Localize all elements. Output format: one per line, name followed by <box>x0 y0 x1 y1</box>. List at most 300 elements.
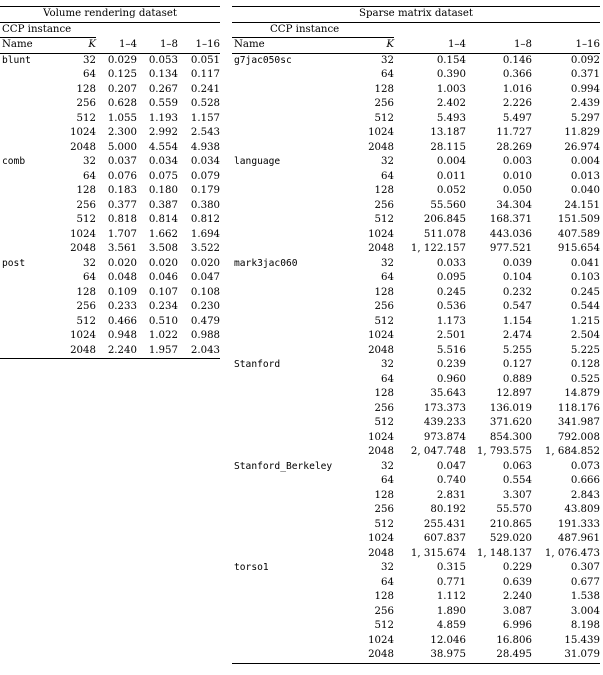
sparse-table-row <box>232 112 600 127</box>
sparse-table-row <box>232 170 600 185</box>
volume-time-1-8: 3.508 <box>148 243 178 254</box>
volume-k-value: 2048 <box>70 344 96 356</box>
volume-time-1-4: 0.183 <box>107 185 137 196</box>
sparse-time-1-4: 255.431 <box>423 518 466 530</box>
volume-time-1-4: 2.240 <box>107 344 137 356</box>
sparse-time-1-16: 1.215 <box>570 315 601 327</box>
volume-instance-name-empty <box>0 83 60 98</box>
volume-table-row <box>0 97 220 112</box>
sparse-instance-name-empty <box>232 634 352 649</box>
volume-instance-name-empty <box>0 344 60 359</box>
volume-bottom-rule <box>0 358 220 359</box>
sparse-k-value: 128 <box>374 489 394 501</box>
volume-rendering-table <box>0 6 220 358</box>
sparse-time-1-4: 1.890 <box>436 605 466 617</box>
volume-k-value: 256 <box>76 199 96 211</box>
volume-k-value: 512 <box>76 112 96 124</box>
sparse-time-1-4: 5.493 <box>436 112 466 124</box>
sparse-time-1-8: 0.104 <box>502 272 532 283</box>
volume-time-1-4: 0.125 <box>107 69 137 80</box>
sparse-instance-name-empty <box>232 170 352 185</box>
volume-table-row <box>0 286 220 301</box>
sparse-k-value: 2048 <box>368 649 394 660</box>
sparse-instance-name-empty <box>232 387 352 402</box>
sparse-table-row <box>232 53 600 68</box>
volume-time-1-4: 0.628 <box>107 98 137 109</box>
sparse-k-value: 64 <box>381 576 394 588</box>
sparse-instance-name-empty <box>232 445 352 460</box>
sparse-time-1-8: 1.154 <box>502 315 532 327</box>
volume-table-row <box>0 53 220 68</box>
volume-time-1-16: 0.034 <box>190 156 221 167</box>
sparse-k-value: 256 <box>374 98 394 109</box>
sparse-time-1-16: 0.128 <box>570 359 601 370</box>
volume-table-row <box>0 199 220 214</box>
sparse-time-1-8: 977.521 <box>489 243 532 254</box>
volume-table-row <box>0 112 220 127</box>
volume-time-1-16: 0.479 <box>190 315 221 327</box>
sparse-time-1-16: 24.151 <box>564 199 601 211</box>
volume-ccp-row <box>0 22 220 38</box>
sparse-k-value: 128 <box>374 388 394 399</box>
sparse-time-1-4: 0.390 <box>436 69 466 80</box>
volume-instance-name-empty <box>0 271 60 286</box>
sparse-table-row <box>232 532 600 547</box>
sparse-time-1-16: 0.004 <box>570 156 601 167</box>
sparse-table-row <box>232 329 600 344</box>
volume-k-value: 1024 <box>70 330 96 341</box>
sparse-time-1-8: 3.087 <box>502 605 532 617</box>
volume-header-1-16: 1–16 <box>178 38 220 54</box>
volume-time-1-8: 0.267 <box>148 83 178 95</box>
sparse-k-value: 64 <box>381 475 394 486</box>
sparse-k-value: 1024 <box>368 330 394 341</box>
sparse-time-1-16: 2.843 <box>570 489 601 501</box>
sparse-k-value: 512 <box>374 214 394 225</box>
sparse-instance-name: Stanford <box>234 359 281 370</box>
sparse-table-row <box>232 648 600 663</box>
sparse-time-1-16: 5.225 <box>570 344 601 356</box>
volume-table-row <box>0 344 220 359</box>
volume-time-1-4: 0.048 <box>107 272 137 283</box>
sparse-time-1-8: 2.240 <box>502 591 532 602</box>
volume-time-1-8: 1.022 <box>148 330 178 341</box>
volume-k-value: 1024 <box>70 127 96 138</box>
sparse-time-1-16: 0.666 <box>570 475 601 486</box>
volume-time-1-16: 0.051 <box>190 54 221 66</box>
sparse-time-1-8: 12.897 <box>496 388 532 399</box>
volume-time-1-8: 0.053 <box>148 54 178 66</box>
volume-time-1-4: 3.561 <box>107 243 137 254</box>
sparse-time-1-4: 80.192 <box>430 504 466 515</box>
volume-time-1-8: 0.814 <box>148 214 178 225</box>
volume-time-1-8: 0.134 <box>148 69 178 80</box>
sparse-table-row <box>232 634 600 649</box>
sparse-time-1-16: 5.297 <box>570 112 601 124</box>
volume-k-value: 128 <box>76 286 96 298</box>
sparse-instance-name-empty <box>232 141 352 156</box>
volume-time-1-16: 0.117 <box>190 69 221 80</box>
sparse-time-1-16: 8.198 <box>570 620 601 631</box>
sparse-time-1-4: 38.975 <box>430 649 466 660</box>
sparse-instance-name: g7jac050sc <box>234 54 292 66</box>
sparse-table-row <box>232 315 600 330</box>
volume-time-1-4: 0.207 <box>107 83 137 95</box>
sparse-time-1-16: 0.073 <box>570 460 601 472</box>
sparse-time-1-16: 0.307 <box>570 562 601 573</box>
sparse-instance-name-empty <box>232 83 352 98</box>
volume-time-1-16: 4.938 <box>190 141 221 153</box>
sparse-table-row <box>232 387 600 402</box>
volume-k-value: 64 <box>83 170 96 182</box>
volume-k-value: 2048 <box>70 141 96 153</box>
sparse-time-1-16: 43.809 <box>564 504 601 515</box>
sparse-header-row <box>232 38 600 54</box>
sparse-k-value: 32 <box>381 460 394 472</box>
volume-header-k: K <box>60 38 96 54</box>
sparse-time-1-4: 0.315 <box>436 562 466 573</box>
volume-time-1-4: 5.000 <box>107 141 137 153</box>
sparse-instance-name-empty <box>232 242 352 257</box>
sparse-instance-name-empty <box>232 184 352 199</box>
volume-time-1-8: 0.510 <box>148 315 178 327</box>
volume-instance-name-empty <box>0 68 60 83</box>
volume-table-row <box>0 271 220 286</box>
sparse-instance-name-empty <box>232 648 352 663</box>
sparse-time-1-8: 854.300 <box>489 431 532 443</box>
volume-time-1-16: 0.020 <box>190 257 221 269</box>
volume-header-1-8: 1–8 <box>137 38 178 54</box>
volume-instance-name-empty <box>0 199 60 214</box>
sparse-time-1-16: 0.041 <box>570 257 601 269</box>
sparse-instance-name-empty <box>232 416 352 431</box>
sparse-table-row <box>232 373 600 388</box>
sparse-time-1-8: 0.063 <box>502 460 532 472</box>
sparse-time-1-8: 371.620 <box>489 417 532 428</box>
sparse-table-row <box>232 257 600 272</box>
sparse-time-1-16: 151.509 <box>557 214 601 225</box>
sparse-table-row <box>232 300 600 315</box>
volume-header-name: Name <box>0 38 60 54</box>
sparse-k-value: 256 <box>374 605 394 617</box>
sparse-time-1-8: 1, 148.137 <box>476 547 532 559</box>
volume-table-row <box>0 315 220 330</box>
sparse-k-value: 512 <box>374 315 394 327</box>
sparse-dataset-title: Sparse matrix dataset <box>232 7 600 23</box>
sparse-time-1-8: 34.304 <box>496 199 532 211</box>
sparse-k-value: 2048 <box>368 141 394 153</box>
sparse-table-row <box>232 605 600 620</box>
volume-time-1-8: 1.193 <box>148 112 178 124</box>
volume-time-1-16: 1.694 <box>190 228 221 240</box>
sparse-time-1-16: 0.092 <box>570 54 601 66</box>
volume-time-1-8: 0.234 <box>148 301 178 312</box>
sparse-table-row <box>232 590 600 605</box>
sparse-k-value: 2048 <box>368 243 394 254</box>
volume-time-1-4: 0.029 <box>107 54 137 66</box>
volume-time-1-16: 0.047 <box>190 272 221 283</box>
sparse-time-1-4: 0.960 <box>436 373 466 385</box>
sparse-header-1-4: 1–4 <box>394 38 466 54</box>
volume-instance-name-empty <box>0 228 60 243</box>
sparse-time-1-16: 191.333 <box>557 518 601 530</box>
sparse-table-row <box>232 242 600 257</box>
volume-time-1-16: 0.179 <box>190 185 221 196</box>
volume-instance-name-empty <box>0 300 60 315</box>
volume-instance-name-empty <box>0 141 60 156</box>
sparse-k-value: 2048 <box>368 344 394 356</box>
sparse-instance-name-empty <box>232 112 352 127</box>
volume-table-row <box>0 242 220 257</box>
volume-table-row <box>0 184 220 199</box>
sparse-time-1-4: 5.516 <box>436 344 466 356</box>
sparse-instance-name: mark3jac060 <box>234 257 298 269</box>
sparse-time-1-4: 0.536 <box>436 301 466 312</box>
sparse-k-value: 64 <box>381 170 394 182</box>
volume-k-value: 2048 <box>70 243 96 254</box>
sparse-instance-name-empty <box>232 532 352 547</box>
sparse-k-value: 128 <box>374 83 394 95</box>
sparse-table-row <box>232 518 600 533</box>
sparse-time-1-16: 1.538 <box>570 591 601 602</box>
volume-time-1-8: 0.034 <box>148 156 178 167</box>
sparse-time-1-4: 607.837 <box>423 533 466 544</box>
volume-table-row <box>0 213 220 228</box>
volume-time-1-8: 0.180 <box>148 185 178 196</box>
sparse-time-1-8: 0.010 <box>502 170 532 182</box>
sparse-matrix-panel <box>232 6 600 664</box>
sparse-instance-name-empty <box>232 271 352 286</box>
sparse-time-1-16: 15.439 <box>564 634 601 646</box>
sparse-time-1-4: 2, 047.748 <box>410 446 466 457</box>
sparse-time-1-4: 0.004 <box>436 156 466 167</box>
sparse-k-value: 32 <box>381 54 394 66</box>
sparse-table-row <box>232 489 600 504</box>
sparse-table-row <box>232 344 600 359</box>
volume-instance-name-empty <box>0 242 60 257</box>
sparse-instance-name: torso1 <box>234 562 269 573</box>
sparse-time-1-4: 2.831 <box>436 489 466 501</box>
sparse-time-1-8: 28.269 <box>496 141 532 153</box>
sparse-time-1-4: 0.052 <box>436 185 466 196</box>
volume-time-1-4: 1.707 <box>107 228 137 240</box>
sparse-table-row <box>232 460 600 475</box>
sparse-time-1-4: 973.874 <box>423 431 466 443</box>
sparse-instance-name-empty <box>232 126 352 141</box>
volume-instance-name-empty <box>0 184 60 199</box>
sparse-time-1-8: 28.495 <box>496 649 532 660</box>
sparse-instance-name-empty <box>232 344 352 359</box>
sparse-time-1-16: 3.004 <box>570 605 601 617</box>
volume-table-row <box>0 228 220 243</box>
sparse-instance-name-empty <box>232 605 352 620</box>
sparse-time-1-8: 0.232 <box>502 286 532 298</box>
sparse-table-row <box>232 97 600 112</box>
volume-title-row <box>0 7 220 23</box>
sparse-time-1-4: 1, 315.674 <box>410 547 466 559</box>
sparse-instance-name: Stanford_Berkeley <box>234 460 333 472</box>
sparse-instance-name-empty <box>232 590 352 605</box>
volume-time-1-8: 0.020 <box>148 257 178 269</box>
sparse-time-1-4: 4.859 <box>436 620 466 631</box>
volume-time-1-8: 0.559 <box>148 98 178 109</box>
sparse-header-1-8: 1–8 <box>466 38 532 54</box>
volume-time-1-16: 1.157 <box>190 112 221 124</box>
sparse-time-1-4: 1.173 <box>436 315 466 327</box>
sparse-time-1-16: 118.176 <box>557 402 601 414</box>
sparse-instance-name-empty <box>232 576 352 591</box>
sparse-time-1-16: 0.544 <box>570 301 601 312</box>
sparse-time-1-4: 511.078 <box>423 228 466 240</box>
sparse-k-value: 2048 <box>368 446 394 457</box>
sparse-time-1-16: 341.987 <box>557 417 601 428</box>
sparse-title-row <box>232 7 600 23</box>
volume-instance-name-empty <box>0 112 60 127</box>
sparse-time-1-4: 55.560 <box>430 199 466 211</box>
sparse-table-row <box>232 286 600 301</box>
volume-time-1-4: 0.377 <box>107 199 137 211</box>
volume-table-row <box>0 257 220 272</box>
sparse-time-1-4: 439.233 <box>423 417 466 428</box>
volume-time-1-4: 0.109 <box>107 286 137 298</box>
volume-table-row <box>0 329 220 344</box>
volume-time-1-8: 1.957 <box>148 344 178 356</box>
sparse-instance-name: language <box>234 156 281 167</box>
sparse-time-1-4: 0.245 <box>436 286 466 298</box>
sparse-time-1-16: 0.371 <box>570 69 601 80</box>
sparse-time-1-4: 0.033 <box>436 257 466 269</box>
sparse-time-1-4: 28.115 <box>430 141 466 153</box>
sparse-instance-name-empty <box>232 503 352 518</box>
volume-k-value: 64 <box>83 69 96 80</box>
volume-time-1-4: 0.948 <box>107 330 137 341</box>
sparse-k-value: 1024 <box>368 431 394 443</box>
sparse-k-value: 128 <box>374 286 394 298</box>
volume-time-1-16: 2.043 <box>190 344 221 356</box>
sparse-table-row <box>232 402 600 417</box>
sparse-time-1-4: 2.501 <box>436 330 466 341</box>
sparse-table-row <box>232 474 600 489</box>
volume-table-row <box>0 155 220 170</box>
sparse-k-value: 2048 <box>368 547 394 559</box>
sparse-time-1-16: 14.879 <box>564 388 601 399</box>
volume-time-1-4: 1.055 <box>107 112 137 124</box>
sparse-k-value: 1024 <box>368 127 394 138</box>
sparse-ccp-label: CCP instance <box>232 22 394 38</box>
sparse-k-value: 64 <box>381 373 394 385</box>
sparse-k-value: 64 <box>381 272 394 283</box>
sparse-k-value: 1024 <box>368 533 394 544</box>
sparse-k-value: 256 <box>374 199 394 211</box>
volume-time-1-8: 2.992 <box>148 127 178 138</box>
sparse-ccp-row <box>232 22 600 38</box>
sparse-time-1-16: 0.103 <box>570 272 601 283</box>
sparse-instance-name-empty <box>232 402 352 417</box>
volume-time-1-8: 0.046 <box>148 272 178 283</box>
sparse-table-row <box>232 445 600 460</box>
sparse-time-1-4: 12.046 <box>430 634 466 646</box>
sparse-instance-name-empty <box>232 315 352 330</box>
sparse-time-1-8: 0.127 <box>502 359 532 370</box>
volume-time-1-4: 2.300 <box>107 127 137 138</box>
volume-instance-name-empty <box>0 286 60 301</box>
sparse-k-value: 1024 <box>368 634 394 646</box>
volume-time-1-4: 0.020 <box>107 257 137 269</box>
sparse-time-1-16: 0.040 <box>570 185 601 196</box>
sparse-instance-name-empty <box>232 213 352 228</box>
sparse-instance-name-empty <box>232 619 352 634</box>
sparse-instance-name-empty <box>232 431 352 446</box>
sparse-k-value: 256 <box>374 402 394 414</box>
sparse-time-1-4: 0.154 <box>436 54 466 66</box>
volume-rendering-panel <box>0 6 220 359</box>
sparse-instance-name-empty <box>232 199 352 214</box>
volume-dataset-title: Volume rendering dataset <box>0 7 220 23</box>
sparse-time-1-16: 407.589 <box>557 228 601 240</box>
sparse-time-1-8: 0.039 <box>502 257 532 269</box>
sparse-time-1-8: 168.371 <box>489 214 532 225</box>
volume-k-value: 32 <box>83 156 96 167</box>
sparse-time-1-8: 0.639 <box>502 576 532 588</box>
sparse-time-1-8: 0.146 <box>502 54 532 66</box>
sparse-time-1-8: 5.255 <box>502 344 532 356</box>
sparse-k-value: 1024 <box>368 228 394 240</box>
sparse-time-1-16: 11.829 <box>564 127 601 138</box>
sparse-k-value: 256 <box>374 504 394 515</box>
volume-time-1-4: 0.466 <box>107 315 137 327</box>
sparse-table-row <box>232 199 600 214</box>
volume-time-1-16: 3.522 <box>190 243 221 254</box>
sparse-time-1-8: 0.547 <box>502 301 532 312</box>
sparse-time-1-8: 11.727 <box>496 127 532 138</box>
volume-time-1-8: 0.075 <box>148 170 178 182</box>
sparse-time-1-4: 206.845 <box>423 214 466 225</box>
sparse-k-value: 32 <box>381 359 394 370</box>
volume-time-1-16: 2.543 <box>190 127 221 138</box>
sparse-time-1-4: 13.187 <box>430 127 466 138</box>
sparse-time-1-4: 173.373 <box>423 402 466 414</box>
sparse-time-1-16: 1, 076.473 <box>544 547 601 559</box>
sparse-time-1-16: 0.994 <box>570 83 601 95</box>
sparse-time-1-8: 16.806 <box>496 634 532 646</box>
volume-k-value: 256 <box>76 98 96 109</box>
sparse-instance-name-empty <box>232 68 352 83</box>
sparse-k-value: 512 <box>374 620 394 631</box>
volume-table-row <box>0 300 220 315</box>
sparse-table-row <box>232 228 600 243</box>
sparse-time-1-16: 31.079 <box>564 649 601 660</box>
volume-time-1-4: 0.233 <box>107 301 137 312</box>
volume-k-value: 32 <box>83 257 96 269</box>
volume-time-1-16: 0.108 <box>190 286 221 298</box>
sparse-time-1-8: 55.570 <box>496 504 532 515</box>
volume-k-value: 64 <box>83 272 96 283</box>
sparse-time-1-16: 0.245 <box>570 286 601 298</box>
volume-time-1-4: 0.037 <box>107 156 137 167</box>
volume-instance-name-empty <box>0 126 60 141</box>
volume-k-value: 32 <box>83 54 96 66</box>
volume-time-1-16: 0.812 <box>190 214 221 225</box>
sparse-table-row <box>232 68 600 83</box>
sparse-instance-name-empty <box>232 228 352 243</box>
sparse-table-row <box>232 141 600 156</box>
volume-instance-name: post <box>2 257 26 269</box>
sparse-time-1-8: 0.889 <box>502 373 532 385</box>
volume-instance-name-empty <box>0 97 60 112</box>
volume-time-1-8: 0.387 <box>148 199 178 211</box>
volume-time-1-16: 0.230 <box>190 301 221 312</box>
sparse-instance-name-empty <box>232 300 352 315</box>
